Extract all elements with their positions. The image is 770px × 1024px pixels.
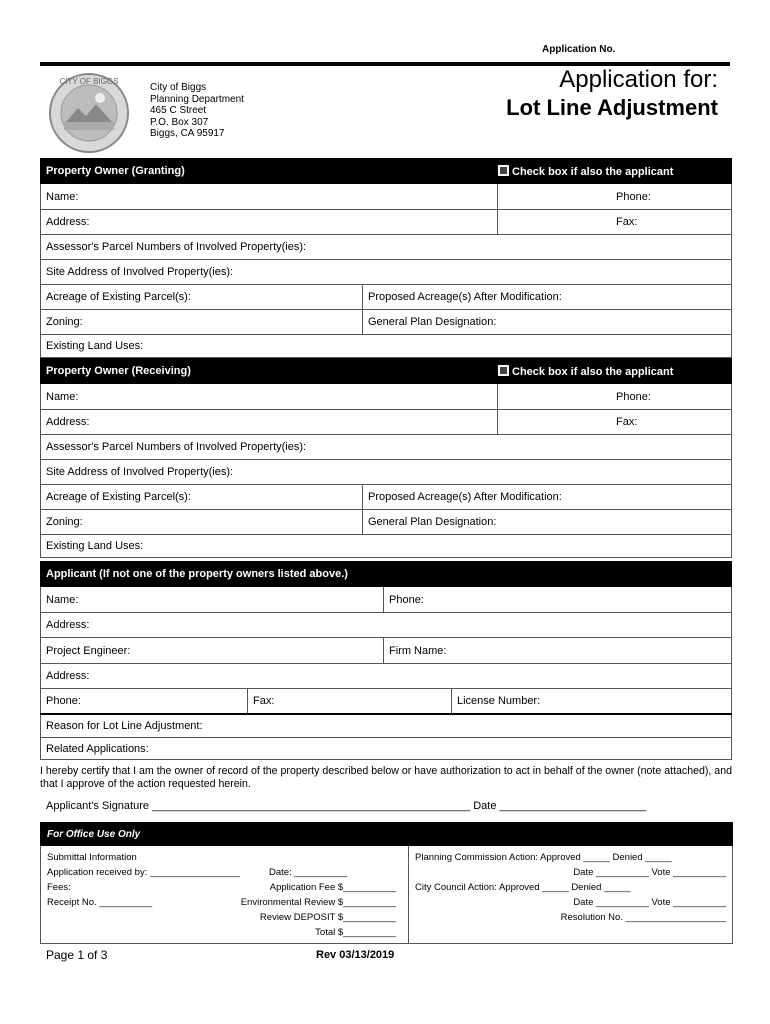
revision-date: Rev 03/13/2019 bbox=[316, 949, 395, 961]
land-uses-field[interactable]: Existing Land Uses: bbox=[41, 335, 732, 358]
site-address-field[interactable]: Site Address of Involved Property(ies): bbox=[41, 460, 732, 485]
application-fee-field[interactable]: Application Fee $__________ bbox=[269, 882, 396, 893]
firm-name-field[interactable]: Firm Name: bbox=[384, 638, 732, 664]
zoning-field[interactable]: Zoning: bbox=[41, 310, 363, 335]
land-uses-field[interactable]: Existing Land Uses: bbox=[41, 535, 732, 558]
department-address bbox=[150, 82, 244, 140]
application-number-label: Application No. bbox=[542, 44, 616, 55]
section-header: Applicant (If not one of the property owners listed above.) bbox=[41, 562, 732, 587]
phone-field[interactable] bbox=[498, 184, 732, 210]
city-seal-logo bbox=[48, 72, 130, 154]
certification-statement: I hereby certify that I am the owner of record of the property described below or have authorization to act in behalf of the owner (note attached), and that I approve of the action requested herein. bbox=[40, 765, 732, 790]
acreage-field[interactable]: Acreage of Existing Parcel(s): bbox=[41, 485, 363, 510]
zoning-field[interactable]: Zoning: bbox=[41, 510, 363, 535]
related-applications-field[interactable]: Related Applications: bbox=[41, 738, 732, 760]
fax-label: Fax: bbox=[616, 416, 638, 428]
acreage-field[interactable]: Acreage of Existing Parcel(s): bbox=[41, 285, 363, 310]
applicant-signature-line[interactable]: Applicant's Signature ____________________________________________________ Date ________________________ bbox=[46, 800, 647, 812]
phone-field[interactable]: Phone: bbox=[41, 689, 248, 715]
reason-field[interactable]: Reason for Lot Line Adjustment: bbox=[41, 714, 732, 738]
page-number: Page 1 of 3 bbox=[46, 948, 108, 962]
address-field[interactable]: Address: bbox=[41, 410, 498, 435]
fax-field[interactable] bbox=[498, 210, 732, 235]
name-field[interactable]: Name: bbox=[41, 587, 384, 613]
site-address-field[interactable]: Site Address of Involved Property(ies): bbox=[41, 260, 732, 285]
city-council-action[interactable]: City Council Action: Approved _____ Denied _____ bbox=[415, 882, 631, 893]
address-line: Biggs, CA 95917 bbox=[150, 128, 225, 139]
fax-field[interactable]: Fax: bbox=[248, 689, 452, 715]
proposed-acreage-field[interactable]: Proposed Acreage(s) After Modification: bbox=[363, 485, 732, 510]
submittal-title: Submittal Information bbox=[47, 852, 137, 863]
receipt-number-field[interactable]: Receipt No. __________ bbox=[47, 897, 153, 908]
granting-owner-section bbox=[40, 158, 732, 358]
review-deposit-field[interactable]: Review DEPOSIT $__________ bbox=[259, 912, 396, 923]
office-use-header: For Office Use Only bbox=[41, 823, 409, 846]
fax-field[interactable] bbox=[498, 410, 732, 435]
checkbox-label: Check box if also the applicant bbox=[512, 165, 674, 178]
applicant-checkbox[interactable] bbox=[498, 365, 509, 376]
phone-field[interactable]: Phone: bbox=[384, 587, 732, 613]
license-number-field[interactable]: License Number: bbox=[452, 689, 732, 715]
environmental-review-field[interactable]: Environmental Review $__________ bbox=[240, 897, 396, 908]
planning-commission-date-vote[interactable]: Date __________ Vote __________ bbox=[573, 867, 726, 878]
checkbox-label: Check box if also the applicant bbox=[512, 365, 674, 378]
name-field[interactable]: Name: bbox=[41, 384, 498, 410]
apn-field[interactable]: Assessor's Parcel Numbers of Involved Property(ies): bbox=[41, 435, 732, 460]
fax-label: Fax: bbox=[616, 216, 638, 228]
phone-label: Phone: bbox=[616, 390, 651, 403]
section-header: Property Owner (Receiving) bbox=[41, 359, 498, 384]
resolution-number-field[interactable]: Resolution No. ___________________ bbox=[560, 912, 726, 923]
received-by-field[interactable]: Application received by: _________________ bbox=[47, 867, 240, 878]
applicant-checkbox[interactable] bbox=[498, 165, 509, 176]
address-line: Planning Department bbox=[150, 93, 244, 105]
planning-commission-action[interactable]: Planning Commission Action: Approved _____ Denied _____ bbox=[415, 852, 672, 863]
total-field[interactable]: Total $__________ bbox=[315, 927, 396, 938]
project-engineer-field[interactable]: Project Engineer: bbox=[41, 638, 384, 664]
general-plan-field[interactable]: General Plan Designation: bbox=[363, 310, 732, 335]
receiving-owner-section bbox=[40, 358, 732, 558]
apn-field[interactable]: Assessor's Parcel Numbers of Involved Property(ies): bbox=[41, 235, 732, 260]
general-plan-field[interactable]: General Plan Designation: bbox=[363, 510, 732, 535]
address-line: P.O. Box 307 bbox=[150, 116, 209, 128]
name-field[interactable]: Name: bbox=[41, 184, 498, 210]
fees-label: Fees: bbox=[47, 882, 71, 893]
applicant-section bbox=[40, 561, 732, 760]
form-title-line2: Lot Line Adjustment bbox=[506, 95, 718, 120]
city-council-date-vote[interactable]: Date __________ Vote __________ bbox=[573, 897, 726, 908]
office-use-section bbox=[40, 822, 733, 944]
address-line: 465 C Street bbox=[150, 105, 207, 116]
address-field[interactable]: Address: bbox=[41, 613, 732, 638]
address-line: City of Biggs bbox=[150, 82, 207, 93]
address-field[interactable]: Address: bbox=[41, 210, 498, 235]
phone-label: Phone: bbox=[616, 190, 651, 203]
svg-text:CITY OF BIGGS: CITY OF BIGGS bbox=[59, 77, 119, 86]
submittal-info-block bbox=[41, 846, 409, 944]
action-block bbox=[409, 846, 733, 944]
section-header: Property Owner (Granting) bbox=[41, 159, 498, 184]
form-title-line1: Application for: bbox=[559, 66, 718, 93]
phone-field[interactable] bbox=[498, 384, 732, 410]
engineer-address-field[interactable]: Address: bbox=[41, 664, 732, 689]
proposed-acreage-field[interactable]: Proposed Acreage(s) After Modification: bbox=[363, 285, 732, 310]
received-date-field[interactable]: Date: __________ bbox=[269, 867, 348, 878]
